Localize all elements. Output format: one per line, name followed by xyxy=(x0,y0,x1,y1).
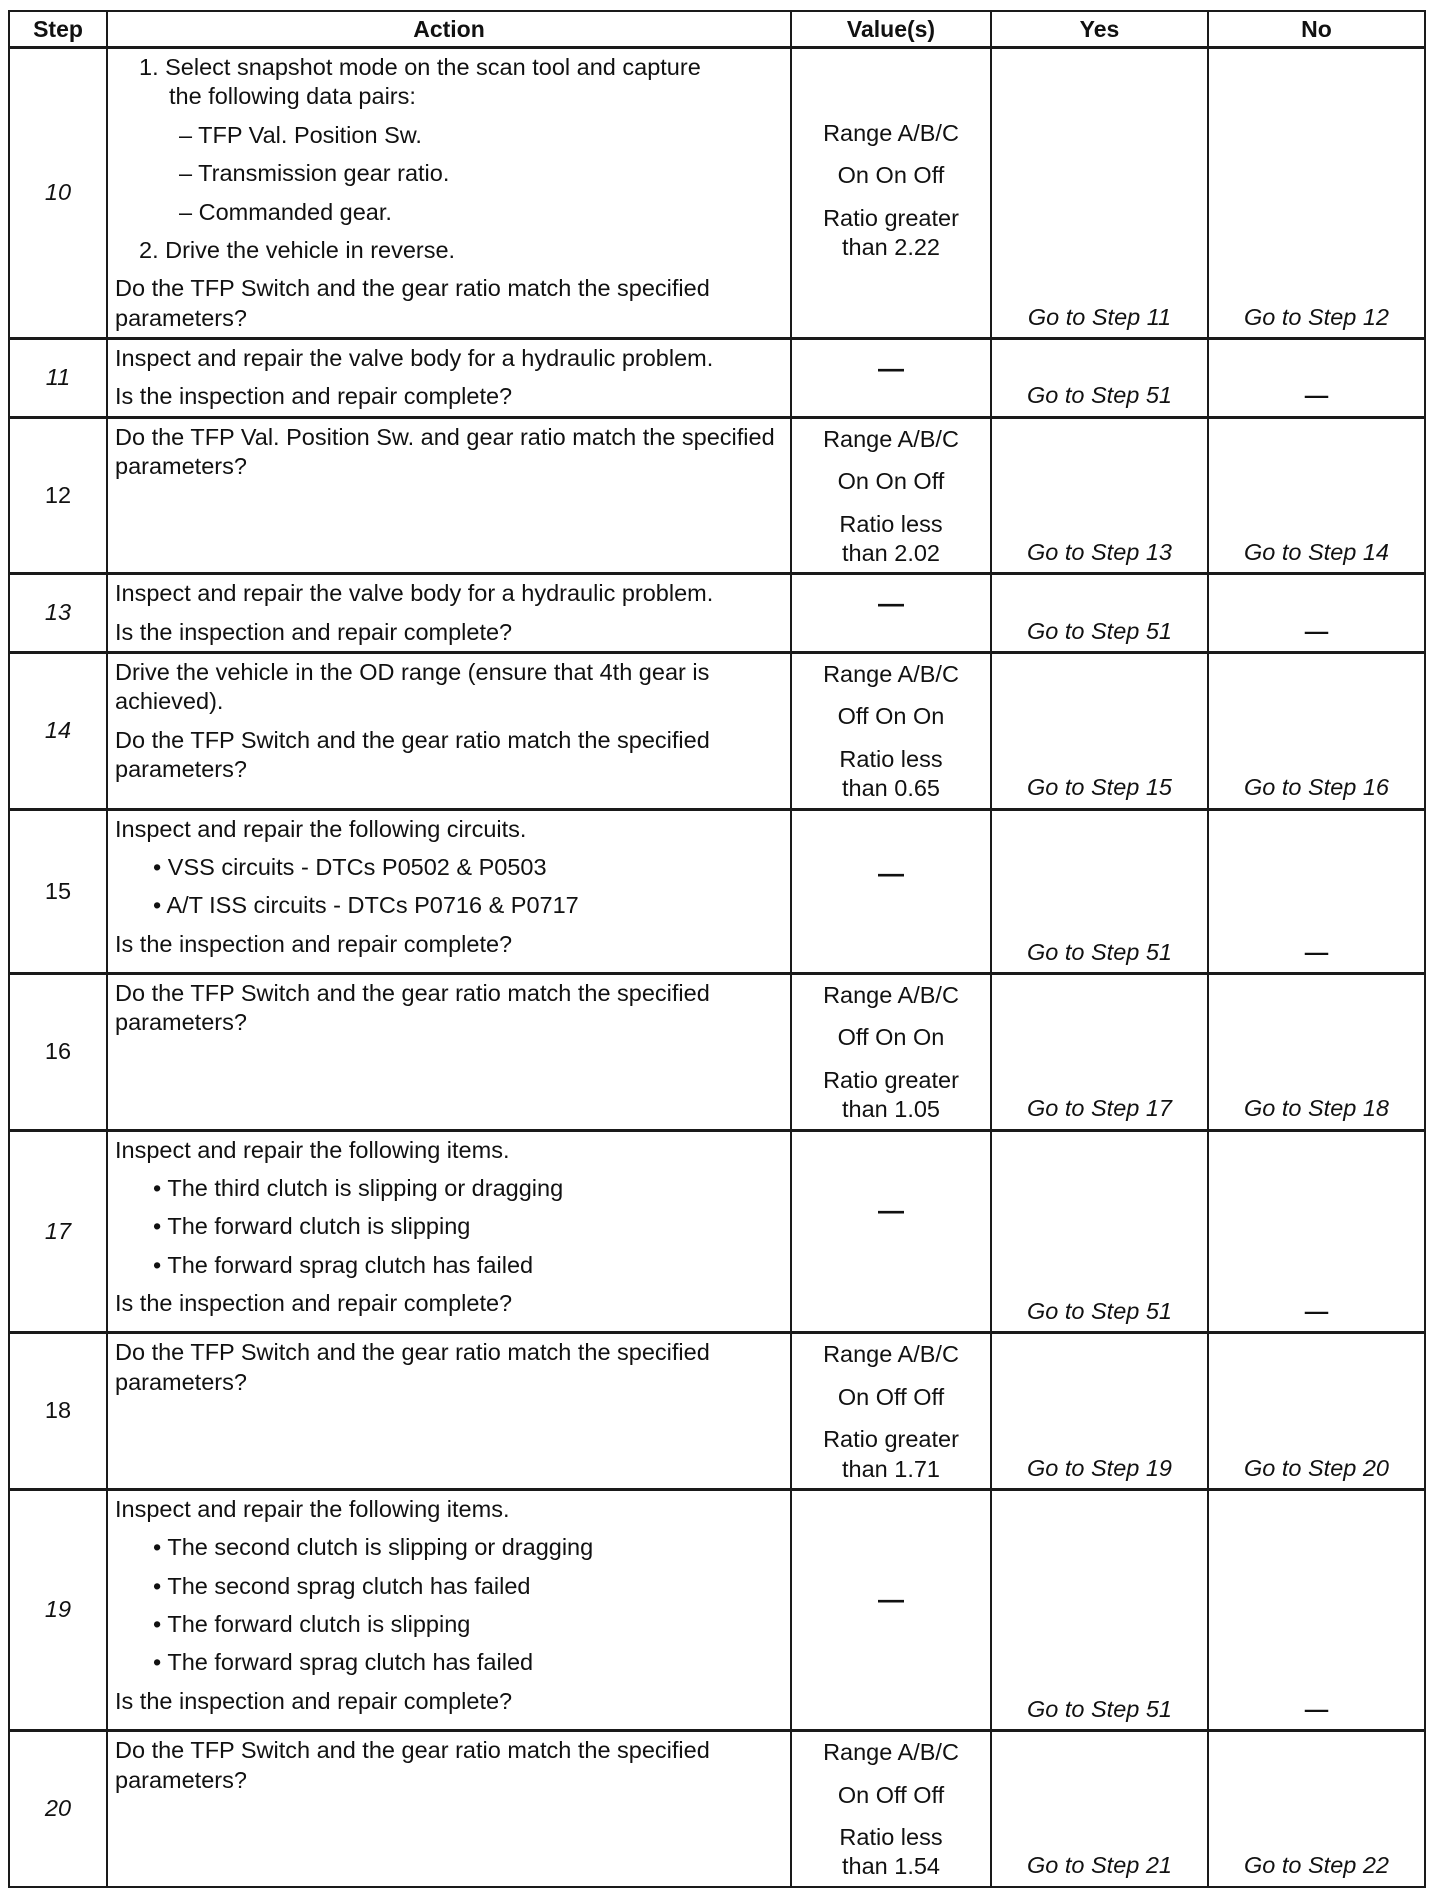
value-dash: — xyxy=(878,588,904,619)
yes-cell: Go to Step 51 xyxy=(991,339,1208,418)
action-dash-item: – TFP Val. Position Sw. xyxy=(179,121,422,148)
action-bullet: • The forward clutch is slipping xyxy=(153,1611,471,1637)
header-step: Step xyxy=(9,11,107,48)
value-ratio: Ratio greater than 2.22 xyxy=(823,204,959,261)
value-ratio: Ratio greater than 1.71 xyxy=(823,1426,959,1482)
action-bullet: • The third clutch is slipping or dragging xyxy=(153,1174,564,1201)
values-cell xyxy=(791,417,991,574)
table-row xyxy=(9,653,1425,810)
values-cell xyxy=(791,1130,991,1333)
no-cell: — xyxy=(1208,339,1425,418)
table-row xyxy=(9,574,1425,653)
action-bullet: • VSS circuits - DTCs P0502 & P0503 xyxy=(153,853,547,880)
action-dash-item: – Commanded gear. xyxy=(179,198,392,225)
value-dash: — xyxy=(878,857,904,888)
action-text: Inspect and repair the valve body for a hydraulic problem. xyxy=(115,580,714,607)
yes-cell: Go to Step 51 xyxy=(991,574,1208,653)
action-cell xyxy=(107,339,791,418)
action-text: Drive the vehicle in the OD range (ensure that 4th gear is achieved). xyxy=(115,659,710,715)
value-states: Off On On xyxy=(837,703,945,730)
step-number: 14 xyxy=(9,653,107,810)
no-cell: Go to Step 22 xyxy=(1208,1731,1425,1887)
values-cell xyxy=(791,48,991,339)
step-number: 17 xyxy=(9,1130,107,1333)
yes-cell: Go to Step 13 xyxy=(991,417,1208,574)
action-question: Do the TFP Val. Position Sw. and gear ratio match the specified parameters? xyxy=(115,423,775,480)
action-dash-item: – Transmission gear ratio. xyxy=(179,160,450,187)
action-question: Do the TFP Switch and the gear ratio match the specified parameters? xyxy=(115,1737,710,1793)
values-cell xyxy=(791,1489,991,1730)
value-ratio: Ratio greater than 1.05 xyxy=(823,1066,959,1123)
action-cell xyxy=(107,1731,791,1887)
yes-cell: Go to Step 51 xyxy=(991,809,1208,974)
action-cell xyxy=(107,417,791,574)
values-cell xyxy=(791,1333,991,1490)
table-row xyxy=(9,974,1425,1131)
yes-cell: Go to Step 11 xyxy=(991,48,1208,339)
action-bullet: • The forward sprag clutch has failed xyxy=(153,1251,534,1278)
step-number: 10 xyxy=(9,48,107,339)
action-question: Is the inspection and repair complete? xyxy=(115,618,513,645)
action-cell xyxy=(107,1489,791,1730)
action-bullet: • The second sprag clutch has failed xyxy=(153,1572,531,1599)
step-number: 12 xyxy=(9,417,107,574)
table-row xyxy=(9,1731,1425,1887)
no-cell: Go to Step 12 xyxy=(1208,48,1425,339)
value-range: Range A/B/C xyxy=(823,982,959,1008)
table-row xyxy=(9,48,1425,339)
header-row xyxy=(9,11,1425,48)
yes-cell: Go to Step 51 xyxy=(991,1489,1208,1730)
yes-cell: Go to Step 51 xyxy=(991,1130,1208,1333)
values-cell xyxy=(791,809,991,974)
values-cell xyxy=(791,653,991,810)
action-text: Inspect and repair the following items. xyxy=(115,1136,510,1163)
value-range: Range A/B/C xyxy=(823,1341,959,1368)
no-cell: Go to Step 14 xyxy=(1208,417,1425,574)
no-cell: Go to Step 16 xyxy=(1208,653,1425,810)
values-cell xyxy=(791,974,991,1131)
value-states: Off On On xyxy=(837,1024,945,1051)
action-text: Inspect and repair the following circuits. xyxy=(115,815,527,842)
table-row xyxy=(9,809,1425,974)
action-bullet: • The forward clutch is slipping xyxy=(153,1213,471,1240)
table-row xyxy=(9,1489,1425,1730)
no-cell: — xyxy=(1208,809,1425,974)
no-cell: — xyxy=(1208,1489,1425,1730)
header-action: Action xyxy=(107,11,791,48)
step-number: 16 xyxy=(9,974,107,1131)
action-numbered-item: 1. Select snapshot mode on the scan tool and capture the following data pairs: xyxy=(139,54,701,110)
step-number: 13 xyxy=(9,574,107,653)
action-cell xyxy=(107,1130,791,1333)
value-range: Range A/B/C xyxy=(823,1739,959,1766)
value-states: On Off Off xyxy=(837,1383,945,1410)
value-ratio: Ratio less than 2.02 xyxy=(839,510,943,566)
action-question: Is the inspection and repair complete? xyxy=(115,383,513,410)
header-yes: Yes xyxy=(991,11,1208,48)
value-range: Range A/B/C xyxy=(823,120,959,146)
header-no: No xyxy=(1208,11,1425,48)
action-question: Do the TFP Switch and the gear ratio match the specified parameters? xyxy=(115,1339,710,1395)
action-numbered-item: 2. Drive the vehicle in reverse. xyxy=(139,236,456,263)
step-number: 19 xyxy=(9,1489,107,1730)
table-row xyxy=(9,339,1425,418)
value-states: On Off Off xyxy=(837,1781,945,1808)
table-row xyxy=(9,417,1425,574)
action-cell xyxy=(107,653,791,810)
yes-cell: Go to Step 17 xyxy=(991,974,1208,1131)
action-cell xyxy=(107,1333,791,1490)
action-cell xyxy=(107,974,791,1131)
value-range: Range A/B/C xyxy=(823,661,959,687)
no-cell: — xyxy=(1208,574,1425,653)
value-ratio: Ratio less than 1.54 xyxy=(839,1823,943,1880)
action-question: Is the inspection and repair complete? xyxy=(115,1290,513,1316)
no-cell: Go to Step 20 xyxy=(1208,1333,1425,1490)
value-dash: — xyxy=(878,1583,904,1614)
table-row xyxy=(9,1333,1425,1490)
action-cell xyxy=(107,48,791,339)
action-question: Do the TFP Switch and the gear ratio match the specified parameters? xyxy=(115,980,710,1036)
header-values: Value(s) xyxy=(791,11,991,48)
action-text: Inspect and repair the valve body for a hydraulic problem. xyxy=(115,345,714,371)
no-cell: Go to Step 18 xyxy=(1208,974,1425,1131)
action-text: Inspect and repair the following items. xyxy=(115,1495,510,1522)
value-ratio: Ratio less than 0.65 xyxy=(839,745,943,802)
action-question: Do the TFP Switch and the gear ratio match the specified parameters? xyxy=(115,726,710,783)
value-states: On On Off xyxy=(837,468,945,495)
value-states: On On Off xyxy=(837,162,945,189)
step-number: 20 xyxy=(9,1731,107,1887)
action-cell xyxy=(107,574,791,653)
value-dash: — xyxy=(878,1194,904,1225)
diagnostic-table xyxy=(8,10,1426,1888)
step-number: 15 xyxy=(9,809,107,974)
action-bullet: • The second clutch is slipping or dragging xyxy=(153,1534,594,1561)
action-question: Is the inspection and repair complete? xyxy=(115,930,513,957)
yes-cell: Go to Step 21 xyxy=(991,1731,1208,1887)
action-question: Do the TFP Switch and the gear ratio match the specified parameters? xyxy=(115,275,710,331)
action-bullet: • A/T ISS circuits - DTCs P0716 & P0717 xyxy=(153,892,579,919)
values-cell xyxy=(791,1731,991,1887)
yes-cell: Go to Step 15 xyxy=(991,653,1208,810)
action-cell xyxy=(107,809,791,974)
no-cell: — xyxy=(1208,1130,1425,1333)
table-row xyxy=(9,1130,1425,1333)
step-number: 18 xyxy=(9,1333,107,1490)
value-dash: — xyxy=(878,353,904,383)
value-range: Range A/B/C xyxy=(823,425,959,452)
values-cell xyxy=(791,574,991,653)
action-question: Is the inspection and repair complete? xyxy=(115,1687,513,1714)
yes-cell: Go to Step 19 xyxy=(991,1333,1208,1490)
action-bullet: • The forward sprag clutch has failed xyxy=(153,1649,534,1676)
values-cell xyxy=(791,339,991,418)
step-number: 11 xyxy=(9,339,107,418)
